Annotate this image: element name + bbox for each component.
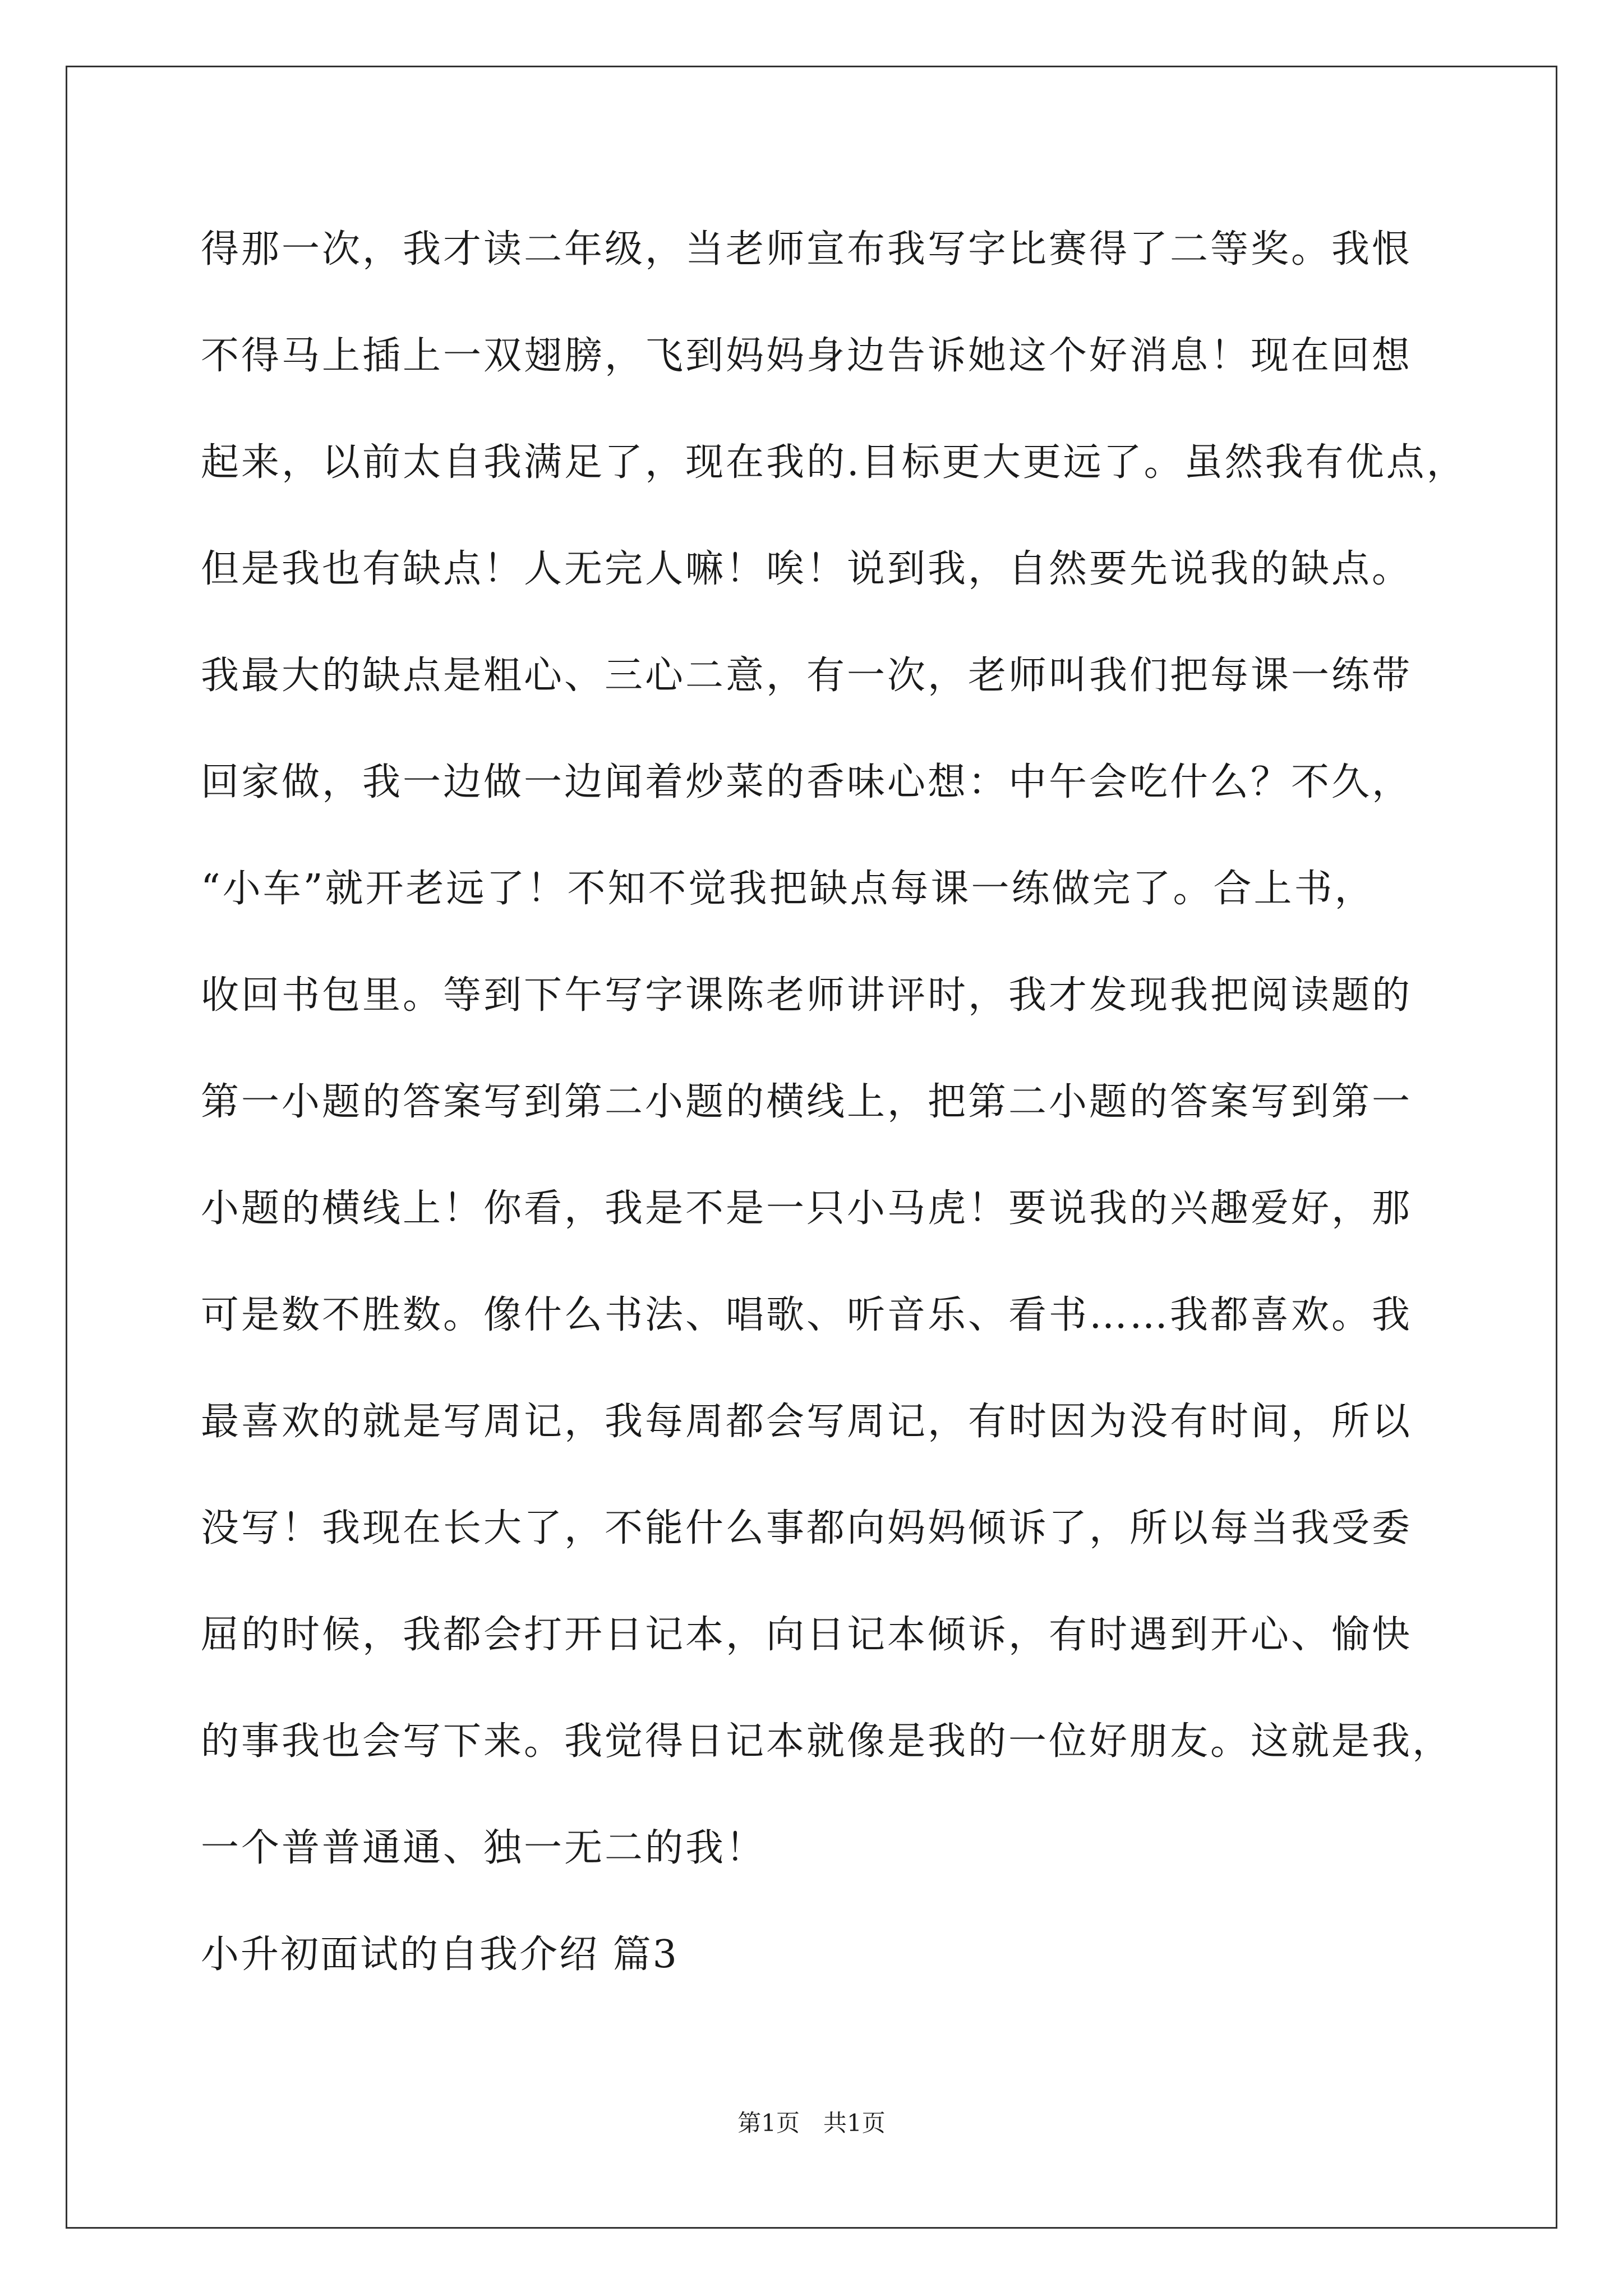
text-line: 一个普普通通、独一无二的我！	[201, 1826, 767, 1870]
text-line: “小车”就开老远了！不知不觉我把缺点每课一练做完了。合上书，	[201, 867, 1375, 911]
text-line: 的事我也会写下来。我觉得日记本就像是我的一位好朋友。这就是我，	[201, 1719, 1453, 1764]
text-line: 第一小题的答案写到第二小题的横线上，把第二小题的答案写到第一	[201, 1080, 1413, 1124]
section-heading: 小升初面试的自我介绍 篇3	[201, 1932, 679, 1977]
text-line: 屈的时候，我都会打开日记本，向日记本倾诉，有时遇到开心、愉快	[201, 1613, 1413, 1657]
text-line: 小题的横线上！你看，我是不是一只小马虎！要说我的兴趣爱好，那	[201, 1186, 1413, 1231]
body-text	[201, 216, 1467, 1921]
text-line: 得那一次，我才读二年级，当老师宣布我写字比赛得了二等奖。我恨	[201, 227, 1413, 272]
text-line: 但是我也有缺点！人无完人嘛！唉！说到我，自然要先说我的缺点。	[201, 547, 1413, 591]
page-footer: 第1页 共1页	[737, 2109, 886, 2137]
text-line: 回家做，我一边做一边闻着炒菜的香味心想：中午会吃什么？不久，	[201, 760, 1413, 804]
text-line: 收回书包里。等到下午写字课陈老师讲评时，我才发现我把阅读题的	[201, 973, 1413, 1018]
text-line: 没写！我现在长大了，不能什么事都向妈妈倾诉了，所以每当我受委	[201, 1506, 1413, 1550]
text-line: 可是数不胜数。像什么书法、唱歌、听音乐、看书……我都喜欢。我	[201, 1293, 1413, 1337]
text-line: 我最大的缺点是粗心、三心二意，有一次，老师叫我们把每课一练带	[201, 654, 1413, 698]
text-line: 最喜欢的就是写周记，我每周都会写周记，有时因为没有时间，所以	[201, 1400, 1413, 1444]
text-line: 起来，以前太自我满足了，现在我的.目标更大更远了。虽然我有优点，	[201, 440, 1467, 485]
text-line: 不得马上插上一双翅膀，飞到妈妈身边告诉她这个好消息！现在回想	[201, 334, 1413, 378]
